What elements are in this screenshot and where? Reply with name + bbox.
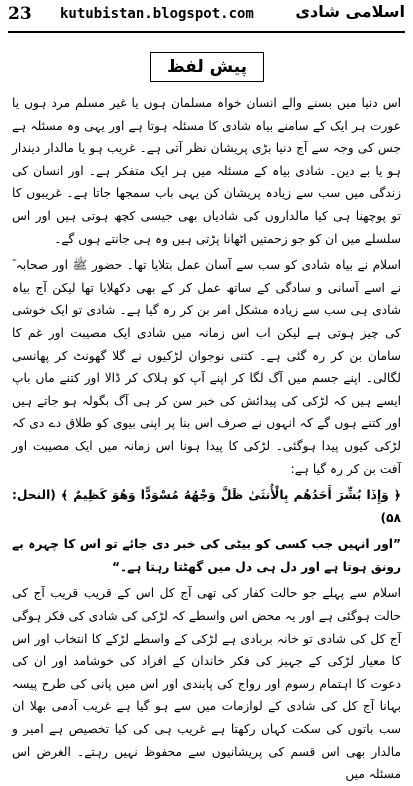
header-divider	[8, 31, 405, 33]
blog-url: kutubistan.blogspot.com	[60, 6, 254, 22]
body-text	[12, 92, 401, 782]
paragraph-closing: اسلام سے پہلے جو حالت کفار کی تھی آج کل اس کے قریب قریب آج کی حالت ہوگئی ہے اور یہ محض اس واسطے کہ لڑکی کی شادی کی فکر ہوگی آج کل کی شادی تو خانہ بربادی ہے لڑکی کے واسطے لڑکے کا انتخاب اور اس کا معیار لڑکی کے جہیز کی فکر خاندان کے افراد کی خوشامد اور ان کی دعوت کا اہتمام رسوم اور رواج کی پابندی اور اس میں پانی کی طرح پیسہ بہانا آج کل کی شادی کے لوازمات میں سے ہو گیا ہے غریب آدمی بھلا ان سب باتوں کی سکت کہاں رکھتا ہے غریب ہی کی کیا تخصیص ہے امیر و مالدار بھی اس قسم کی پریشانیوں سے محفوظ نہیں رہتے۔ الغرض اس مسئلہ میں	[12, 586, 401, 782]
section-heading: پیش لفظ	[150, 52, 264, 82]
paragraph-islam: اسلام نے بیاہ شادی کو سب سے آسان عمل بتلایا تھا۔ حضور ﷺ اور صحابہ ؓ نے اسے آسانی و سادگی کے ساتھ عمل کر کے بھی دکھلایا تھا لیکن آج بیاہ شادی ہی سب سے زیادہ مشکل امر بن کر رہ گیا ہے۔ شادی تو ایک خوشی کی چیز ہوتی ہے لیکن اب اس زمانہ میں شادی ایک مصیبت اور غم کا سامان بن کر رہ گئی ہے۔ کتنی نوجوان لڑکیوں نے گلا گھونٹ کر پھانسی لگالی۔ اپنے جسم میں آگ لگا کر اپنے آپ کو ہلاک کر ڈالا اور کتنے ماں باپ ایسے ہیں کہ لڑکی کی پیدائش کی خبر سن کر ہی آگ بگولہ ہو جاتے ہیں اور کتنے ہوں گے کہ انہوں نے صرف اس بنا پر اپنی بیوی کو طلاق دے دی کہ لڑکی کیوں پیدا ہوگئی۔ لڑکی کا پیدا ہونا اس زمانہ میں ایک مصیبت اور آفت بن کر رہ گیا ہے:	[12, 258, 401, 476]
quran-verse: ﴿ وَإِذَا بُشِّرَ أَحَدُهُم بِالْأُنثَىٰ ظَلَّ وَجْهُهُ مُسْوَدًّا وَهُوَ كَظِيمٌ ﴾ (النحل: ۵۸)	[12, 488, 401, 525]
page-number: 23	[8, 4, 32, 24]
book-title: اسلامی شادی	[295, 2, 405, 21]
paragraph-intro: اس دنیا میں بسنے والے انسان خواہ مسلمان ہوں یا غیر مسلم مرد ہوں یا عورت ہر ایک کے سامنے بیاہ شادی کا مسئلہ ہوتا ہے اور یہی وہ مسئلہ ہے جس کی وجہ سے آج دنیا بڑی پریشان نظر آتی ہے۔ غریب ہو یا مالدار دیندار ہو یا بے دین۔ شادی بیاہ کے مسئلہ میں ہر ایک متفکر ہے۔ اور انسان کی زندگی میں سب سے زیادہ پریشان کن یہی باب سمجھا جاتا ہے۔ غریبوں کا تو پوچھنا ہی کیا مالداروں کی شادیاں بھی جیسی کچھ ہوتی ہیں اور اس سلسلے میں ان کو جو زحمتیں اٹھانا پڑتی ہیں وہ ہی جانتے ہوں گے۔	[12, 96, 401, 246]
verse-translation: ”اور انہیں جب کسی کو بیٹی کی خبر دی جائے تو اس کا چہرہ بے رونق ہوتا ہے اور دل ہی دل میں گھٹتا رہتا ہے۔“	[12, 537, 401, 574]
